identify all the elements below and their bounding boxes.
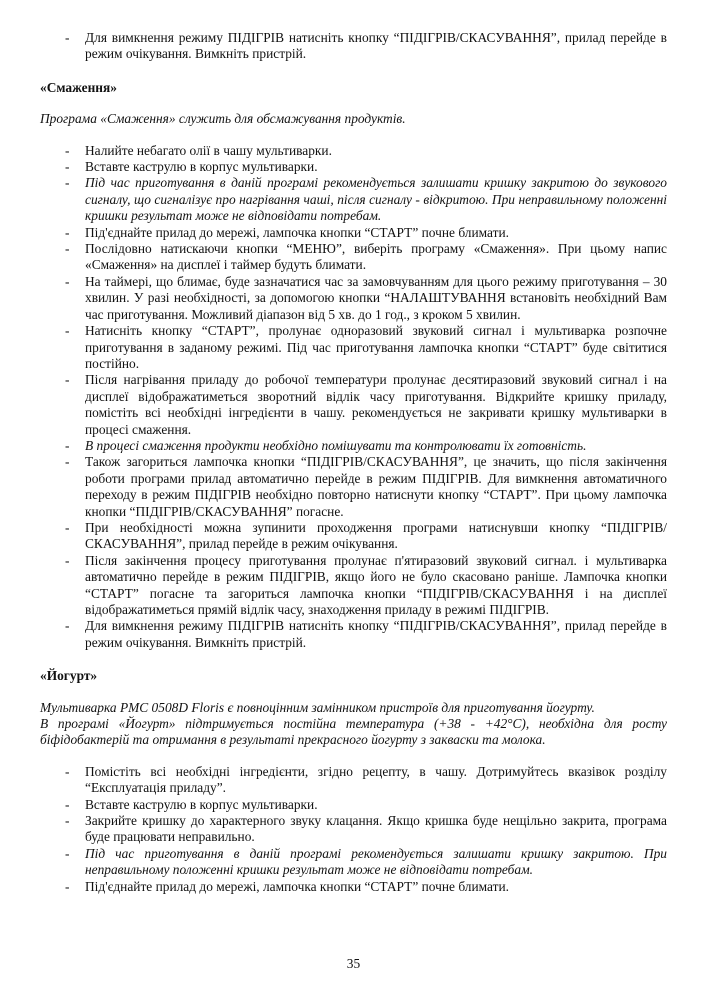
list-item: - Для вимкнення режиму ПІДІГРІВ натисніть кнопку “ПІДІГРІВ/СКАСУВАННЯ”, прилад перейде в режим очікування. Вимкніть пристрій. (40, 618, 667, 651)
section-title-frying: «Смаження» (40, 79, 117, 95)
list-item: - Для вимкнення режиму ПІДІГРІВ натисніть кнопку “ПІДІГРІВ/СКАСУВАННЯ”, прилад перейде в режим очікування. Вимкніть пристрій. (40, 30, 667, 63)
list-item: - Послідовно натискаючи кнопки “МЕНЮ”, виберіть програму «Смаження». При цьому напис «Смаження» на дисплеї і таймер будуть блимати. (40, 241, 667, 274)
list-item: - В процесі смаження продукти необхідно помішувати та контролювати їх готовність. (40, 438, 667, 454)
list-item: - Під'єднайте прилад до мережі, лампочка кнопки “СТАРТ” почне блимати. (40, 879, 667, 895)
list-item: - Вставте каструлю в корпус мультиварки. (40, 797, 667, 813)
list-item: - Вставте каструлю в корпус мультиварки. (40, 159, 667, 175)
top-list (40, 30, 667, 63)
yogurt-steps (40, 764, 667, 895)
frying-intro: Програма «Смаження» служить для обсмажування продуктів. (40, 111, 406, 127)
list-item: - Під час приготування в даній програмі рекомендується залишати кришку закритою до звукового сигналу, що сигналізує про нагрівання чаші, після сигналу - відкритою. При неправильному положенні кришки результат може не відповідати потребам. (40, 175, 667, 224)
page-number: 35 (346, 956, 361, 971)
section-title-yogurt: «Йогурт» (40, 668, 98, 684)
list-item: - Також загориться лампочка кнопки “ПІДІГРІВ/СКАСУВАННЯ”, це значить, що після закінчення роботи програми прилад автоматично перейде в режим ПІДІГРІВ. Для вимкнення автоматичного переходу в режим ПІДІГРІВ необхідно повторно натиснути кнопку “СТАРТ”. При цьому лампочка кнопки “ПІДІГРІВ/СКАСУВАННЯ” погасне. (40, 454, 667, 520)
yogurt-intro-1: Мультиварка PMC 0508D Floris є повноцінним замінником пристроїв для приготування йогурту. (40, 699, 595, 715)
list-item: - Натисніть кнопку “СТАРТ”, пролунає одноразовий звуковий сигнал і мультиварка розпочне приготування в заданому режимі. Під час приготування лампочка кнопки “СТАРТ” буде світитися постійно. (40, 323, 667, 372)
list-item: - Під час приготування в даній програмі рекомендується залишати кришку закритою. При неправильному положенні кришки результат може не відповідати потребам. (40, 846, 667, 879)
frying-steps (40, 143, 667, 652)
list-item: - Під'єднайте прилад до мережі, лампочка кнопки “СТАРТ” почне блимати. (40, 225, 667, 241)
yogurt-intro-2: В програмі «Йогурт» підтримується постійна температура (+38 - +42°C), необхідна для росту біфідобактерій та отримання в результаті прекрасного йогурту з закваски та молока. (40, 716, 667, 748)
list-item: - Помістіть всі необхідні інгредієнти, згідно рецепту, в чашу. Дотримуйтесь вказівок розділу “Експлуатація приладу”. (40, 764, 667, 797)
document-page (40, 30, 667, 895)
list-item: - Після закінчення процесу приготування пролунає п'ятиразовий звуковий сигнал. і мультиварка автоматично перейде в режим ПІДІГРІВ, якщо його не було скасовано раніше. Лампочка кнопки “СТАРТ” погасне та загориться лампочка кнопки “ПІДІГРІВ/СКАСУВАННЯ і на дисплеї відображатиметься прямій відлік часу, знаходження приладу в режимі ПІДІГРІВ. (40, 553, 667, 619)
list-item: - Налийте небагато олії в чашу мультиварки. (40, 143, 667, 159)
list-item: - Після нагрівання приладу до робочої температури пролунає десятиразовий звуковий сигнал і на дисплеї відображатиметься зворотний відлік часу приготування. Відкрийте кришку приладу, помістіть всі необхідні інгредієнти в чашу. рекомендується не закривати кришку мультиварки в процесі смаження. (40, 372, 667, 438)
list-item: - При необхідності можна зупинити проходження програми натиснувши кнопку “ПІДІГРІВ/СКАСУВАННЯ”, прилад перейде в режим очікування. (40, 520, 667, 553)
list-item: - Закрийте кришку до характерного звуку клацання. Якщо кришка буде нещільно закрита, програма буде працювати неправильно. (40, 813, 667, 846)
list-item: - На таймері, що блимає, буде зазначатися час за замовчуванням для цього режиму приготування – 30 хвилин. У разі необхідності, за допомогою кнопки “НАЛАШТУВАННЯ встановіть необхідний Вам час приготування. Можливий діапазон від 5 хв. до 1 год., з кроком 5 хвилин. (40, 274, 667, 323)
